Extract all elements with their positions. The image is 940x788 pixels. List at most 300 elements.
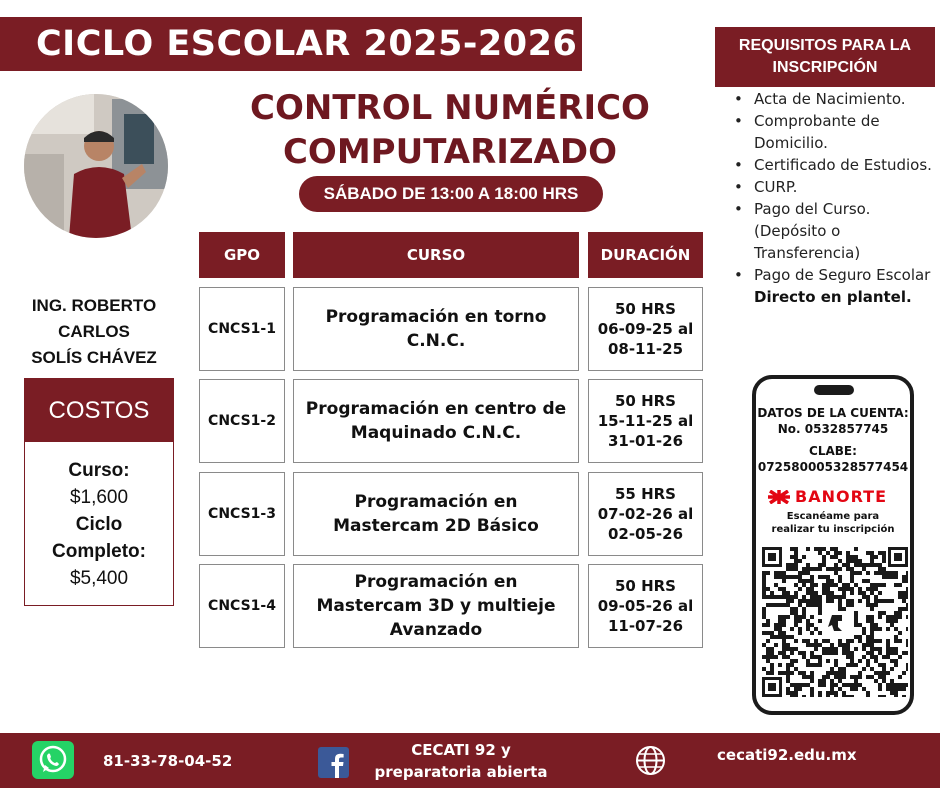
qr-module — [766, 595, 770, 599]
qr-module — [894, 683, 898, 687]
qr-module — [778, 651, 782, 655]
qr-module — [810, 671, 814, 675]
qr-module — [866, 595, 870, 599]
qr-module — [770, 595, 774, 599]
qr-module — [810, 587, 814, 591]
qr-module — [882, 611, 886, 615]
qr-module — [858, 587, 862, 591]
qr-module — [894, 651, 898, 655]
qr-module — [862, 627, 866, 631]
qr-module — [802, 583, 806, 587]
qr-module — [898, 607, 902, 611]
qr-module — [866, 571, 870, 575]
qr-module — [878, 551, 882, 555]
qr-module — [906, 595, 908, 599]
qr-module — [762, 587, 766, 591]
cycle-cost-label-1: Ciclo — [75, 514, 123, 535]
qr-module — [854, 563, 858, 567]
qr-module — [774, 603, 778, 607]
qr-module — [814, 627, 818, 631]
costs-box — [24, 378, 174, 606]
qr-module — [882, 575, 886, 579]
qr-module — [886, 643, 890, 647]
qr-module — [882, 667, 886, 671]
qr-module — [854, 615, 858, 619]
qr-module — [886, 615, 890, 619]
qr-module — [886, 683, 890, 687]
qr-module — [846, 639, 850, 643]
facebook-page[interactable] — [366, 739, 556, 783]
whatsapp-contact[interactable] — [32, 741, 74, 779]
qr-module — [806, 603, 810, 607]
qr-module — [802, 695, 806, 697]
duration-from: 06-09-25 al — [597, 320, 694, 338]
qr-module — [866, 639, 870, 643]
qr-module — [822, 675, 826, 679]
qr-module — [782, 587, 786, 591]
qr-module — [858, 635, 862, 639]
qr-module — [882, 695, 886, 697]
qr-module — [894, 687, 898, 691]
phone-number[interactable]: 81-33-78-04-52 — [103, 752, 233, 770]
qr-module — [866, 599, 870, 603]
qr-module — [854, 623, 858, 627]
qr-module — [786, 675, 790, 679]
course-title — [240, 86, 660, 174]
course-cost-label: Curso: — [68, 460, 130, 481]
qr-module — [814, 663, 818, 667]
qr-module — [878, 647, 882, 651]
qr-module — [806, 571, 810, 575]
qr-module — [806, 587, 810, 591]
qr-module — [870, 623, 874, 627]
qr-module — [846, 663, 850, 667]
qr-module — [806, 599, 810, 603]
qr-module — [842, 587, 846, 591]
facebook-link-icon[interactable] — [318, 747, 349, 778]
qr-module — [810, 623, 814, 627]
qr-module — [822, 639, 826, 643]
qr-module — [830, 643, 834, 647]
qr-module — [818, 603, 822, 607]
qr-module — [842, 691, 846, 695]
qr-module — [890, 623, 894, 627]
qr-module — [878, 615, 882, 619]
qr-module — [786, 647, 790, 651]
website-link-icon[interactable] — [635, 745, 666, 776]
qr-module — [906, 643, 908, 647]
qr-module — [762, 575, 766, 579]
qr-module — [794, 551, 798, 555]
qr-module — [786, 563, 790, 567]
qr-module — [902, 671, 906, 675]
qr-module — [870, 651, 874, 655]
qr-module — [810, 567, 814, 571]
qr-module — [762, 583, 766, 587]
qr-module — [794, 683, 798, 687]
qr-module — [846, 603, 850, 607]
duration-hours: 55 HRS — [614, 485, 676, 503]
qr-module — [846, 567, 850, 571]
qr-module — [826, 567, 830, 571]
qr-module — [770, 635, 774, 639]
qr-module — [806, 563, 810, 567]
qr-module — [838, 551, 842, 555]
table-cell-duracion — [588, 564, 703, 648]
account-label: DATOS DE LA CUENTA: — [757, 406, 909, 420]
qr-module — [778, 603, 782, 607]
qr-module — [802, 595, 806, 599]
qr-module — [846, 563, 850, 567]
qr-module — [902, 695, 906, 697]
qr-module — [786, 603, 790, 607]
qr-module — [842, 607, 846, 611]
qr-module — [882, 671, 886, 675]
qr-module — [898, 583, 902, 587]
qr-module — [906, 591, 908, 595]
requirement-item — [730, 264, 935, 308]
qr-module — [842, 595, 846, 599]
qr-module — [866, 579, 870, 583]
qr-module — [798, 603, 802, 607]
qr-module — [830, 679, 834, 683]
cycle-title: CICLO ESCOLAR 2025-2026 — [0, 17, 582, 71]
table-header-gpo: GPO — [199, 232, 285, 278]
qr-module — [774, 627, 778, 631]
qr-module — [782, 615, 786, 619]
qr-module — [886, 627, 890, 631]
qr-module — [850, 599, 854, 603]
qr-module — [862, 567, 866, 571]
qr-module — [822, 575, 826, 579]
qr-module — [794, 563, 798, 567]
qr-module — [826, 695, 830, 697]
qr-module — [866, 659, 870, 663]
qr-module — [766, 619, 770, 623]
qr-module — [814, 643, 818, 647]
qr-module — [782, 655, 786, 659]
qr-module — [818, 691, 822, 695]
qr-module — [874, 599, 878, 603]
qr-module — [878, 687, 882, 691]
qr-module — [870, 563, 874, 567]
qr-module — [838, 675, 842, 679]
clabe-number: 072580005328577454 — [757, 460, 909, 474]
qr-module — [894, 659, 898, 663]
bank-logo — [768, 487, 908, 506]
account-number: No. 0532857745 — [777, 422, 889, 436]
qr-module — [846, 583, 850, 587]
qr-module — [878, 627, 882, 631]
requirements-list — [730, 88, 935, 308]
qr-module — [842, 695, 846, 697]
qr-module — [826, 639, 830, 643]
qr-module — [894, 583, 898, 587]
duration-to: 31-01-26 — [607, 432, 684, 450]
qr-module — [794, 547, 798, 551]
qr-module — [822, 679, 826, 683]
qr-module — [894, 635, 898, 639]
qr-module — [878, 567, 882, 571]
qr-module — [798, 579, 802, 583]
qr-module — [862, 563, 866, 567]
qr-module — [774, 575, 778, 579]
qr-module — [850, 651, 854, 655]
qr-module — [834, 695, 838, 697]
qr-module — [826, 675, 830, 679]
qr-module — [802, 639, 806, 643]
qr-module — [762, 643, 766, 647]
qr-module — [818, 599, 822, 603]
qr-module — [898, 687, 902, 691]
qr-module — [874, 671, 878, 675]
qr-module — [882, 599, 886, 603]
qr-module — [798, 631, 802, 635]
facebook-icon — [318, 747, 349, 778]
qr-module — [810, 631, 814, 635]
qr-module — [846, 559, 850, 563]
qr-module — [834, 551, 838, 555]
qr-module — [774, 635, 778, 639]
qr-module — [782, 575, 786, 579]
website-url[interactable]: cecati92.edu.mx — [717, 746, 857, 764]
qr-module — [786, 643, 790, 647]
qr-module — [766, 587, 770, 591]
qr-module — [890, 575, 894, 579]
qr-module — [794, 619, 798, 623]
qr-module — [794, 567, 798, 571]
qr-module — [762, 611, 766, 615]
qr-module — [842, 583, 846, 587]
qr-module — [850, 579, 854, 583]
qr-code[interactable] — [762, 547, 908, 697]
qr-module — [794, 647, 798, 651]
qr-module — [794, 611, 798, 615]
qr-module — [858, 591, 862, 595]
requirement-item: • Certificado de Estudios. — [730, 154, 935, 176]
qr-module — [830, 687, 834, 691]
qr-module — [834, 659, 838, 663]
qr-module — [798, 687, 802, 691]
qr-module — [862, 591, 866, 595]
qr-module — [834, 683, 838, 687]
qr-module — [770, 667, 774, 671]
qr-module — [886, 671, 890, 675]
duration-hours: 50 HRS — [614, 577, 676, 595]
qr-module — [782, 651, 786, 655]
qr-module — [866, 551, 870, 555]
qr-module — [810, 615, 814, 619]
qr-module — [798, 683, 802, 687]
requirement-item-text: Pago de Seguro Escolar — [754, 266, 931, 284]
requirement-item: • CURP. — [730, 176, 935, 198]
qr-module — [766, 631, 770, 635]
qr-module — [862, 655, 866, 659]
qr-module — [786, 599, 790, 603]
qr-module — [858, 599, 862, 603]
requirement-item: • Acta de Nacimiento. — [730, 88, 935, 110]
qr-module — [822, 683, 826, 687]
qr-module — [902, 591, 906, 595]
qr-module — [834, 647, 838, 651]
qr-module — [850, 687, 854, 691]
qr-module — [846, 655, 850, 659]
qr-module — [902, 651, 906, 655]
qr-module — [802, 655, 806, 659]
qr-module — [786, 655, 790, 659]
qr-module — [790, 647, 794, 651]
qr-module — [846, 599, 850, 603]
qr-module — [794, 583, 798, 587]
scan-instructions — [756, 510, 910, 536]
table-cell-curso: Programación en Mastercam 3D y multieje Avanzado — [293, 564, 579, 648]
qr-module — [878, 571, 882, 575]
qr-module — [854, 547, 858, 551]
qr-module — [834, 595, 838, 599]
qr-module — [906, 651, 908, 655]
qr-module — [898, 639, 902, 643]
qr-module — [858, 571, 862, 575]
qr-module — [790, 695, 794, 697]
qr-module — [802, 671, 806, 675]
qr-module — [778, 671, 782, 675]
qr-module — [770, 591, 774, 595]
qr-module — [818, 551, 822, 555]
qr-module — [838, 679, 842, 683]
qr-module — [842, 563, 846, 567]
qr-module — [846, 555, 850, 559]
qr-module — [902, 595, 906, 599]
table-header-curso: CURSO — [293, 232, 579, 278]
qr-module — [850, 663, 854, 667]
qr-module — [790, 547, 794, 551]
qr-module — [834, 583, 838, 587]
qr-module — [830, 683, 834, 687]
qr-module — [790, 611, 794, 615]
qr-module — [878, 639, 882, 643]
qr-module — [898, 591, 902, 595]
qr-module — [862, 667, 866, 671]
qr-module — [846, 695, 850, 697]
qr-module — [842, 643, 846, 647]
qr-module — [890, 615, 894, 619]
qr-module — [882, 655, 886, 659]
qr-module — [838, 575, 842, 579]
qr-module — [782, 591, 786, 595]
qr-module — [866, 695, 870, 697]
qr-module — [806, 579, 810, 583]
qr-module — [898, 675, 902, 679]
qr-module — [870, 627, 874, 631]
qr-module — [898, 615, 902, 619]
qr-module — [806, 639, 810, 643]
qr-module — [778, 623, 782, 627]
qr-module — [866, 651, 870, 655]
qr-module — [830, 595, 834, 599]
qr-module — [766, 623, 770, 627]
qr-module — [850, 683, 854, 687]
qr-module — [802, 599, 806, 603]
qr-module — [830, 555, 834, 559]
qr-module — [810, 575, 814, 579]
qr-module — [862, 631, 866, 635]
qr-module — [814, 583, 818, 587]
qr-module — [822, 587, 826, 591]
qr-module — [894, 571, 898, 575]
qr-module — [782, 619, 786, 623]
qr-module — [782, 635, 786, 639]
qr-module — [786, 663, 790, 667]
qr-module — [874, 563, 878, 567]
qr-module — [866, 619, 870, 623]
qr-module — [834, 691, 838, 695]
qr-module — [838, 559, 842, 563]
qr-module — [870, 591, 874, 595]
qr-module — [854, 647, 858, 651]
qr-module — [854, 679, 858, 683]
qr-module — [826, 599, 830, 603]
qr-module — [794, 687, 798, 691]
costs-body — [25, 442, 173, 592]
qr-module — [786, 567, 790, 571]
qr-module — [854, 635, 858, 639]
qr-module — [786, 575, 790, 579]
qr-module — [858, 623, 862, 627]
account-details — [756, 405, 910, 475]
qr-module — [874, 647, 878, 651]
qr-module — [790, 683, 794, 687]
qr-module — [802, 555, 806, 559]
qr-module — [894, 615, 898, 619]
qr-module — [850, 575, 854, 579]
duration-to: 11-07-26 — [607, 617, 684, 635]
qr-module — [830, 583, 834, 587]
qr-module — [850, 603, 854, 607]
qr-module — [870, 603, 874, 607]
qr-module — [866, 563, 870, 567]
facebook-line2: preparatoria abierta — [374, 763, 548, 781]
qr-module — [802, 579, 806, 583]
qr-module — [822, 647, 826, 651]
qr-module — [830, 667, 834, 671]
qr-module — [902, 599, 906, 603]
qr-module — [878, 675, 882, 679]
qr-module — [826, 591, 830, 595]
qr-module — [774, 571, 778, 575]
qr-module — [818, 695, 822, 697]
qr-module — [882, 571, 886, 575]
qr-module — [870, 643, 874, 647]
qr-module — [810, 599, 814, 603]
qr-module — [818, 575, 822, 579]
table-cell-gpo: CNCS1-4 — [199, 564, 285, 648]
qr-module — [774, 655, 778, 659]
qr-module — [814, 595, 818, 599]
qr-module — [870, 675, 874, 679]
qr-module — [830, 547, 834, 551]
qr-module — [858, 659, 862, 663]
qr-module — [858, 671, 862, 675]
qr-module — [882, 583, 886, 587]
qr-module — [770, 655, 774, 659]
qr-module — [874, 571, 878, 575]
qr-module — [802, 615, 806, 619]
qr-module — [866, 587, 870, 591]
qr-module — [814, 547, 818, 551]
qr-module — [766, 603, 770, 607]
qr-module — [798, 559, 802, 563]
qr-module — [762, 579, 766, 583]
